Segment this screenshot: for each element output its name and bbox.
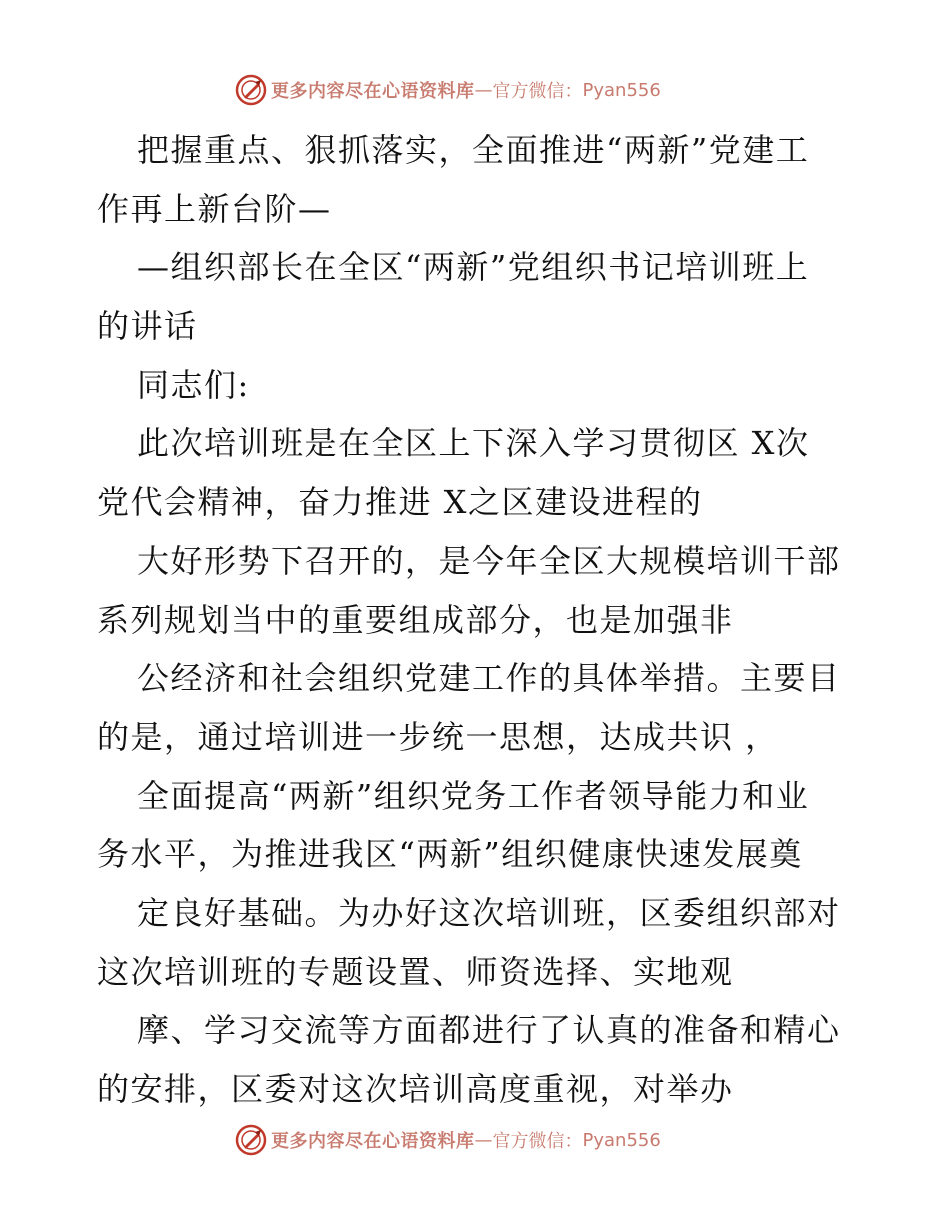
brand-logo-icon [235, 74, 267, 106]
paragraph-line: 系列规划当中的重要组成部分，也是加强非 [97, 600, 734, 639]
paragraph-line: 的安排，区委对这次培训高度重视，对举办 [97, 1070, 734, 1108]
title-line-1: 把握重点、狠抓落实，全面推进“两新”党建工 [137, 131, 810, 169]
banner-wechat-label: 官方微信： [492, 1131, 583, 1152]
header-watermark-banner [235, 73, 661, 107]
subtitle-line-1: —组织部长在全区“两新”党组织书记培训班上 [137, 248, 810, 287]
paragraph-line: 此次培训班是在全区上下深入学习贯彻区 X次 [137, 424, 810, 463]
paragraph-line: 摩、学习交流等方面都进行了认真的准备和精心 [137, 1011, 841, 1050]
paragraph-line: 全面提高“两新”组织党务工作者领导能力和业 [137, 776, 810, 815]
banner-wechat-account: Pyan556 [582, 79, 661, 101]
paragraph-line: 公经济和社会组织党建工作的具体举措。主要目 [137, 659, 841, 698]
banner-brand-text: 更多内容尽在心语资料库 [271, 81, 475, 102]
paragraph-line: 定良好基础。为办好这次培训班，区委组织部对 [137, 893, 841, 932]
paragraph-line: 的是，通过培训进一步统一思想，达成共识 ， [97, 717, 779, 756]
paragraph-line: 党代会精神，奋力推进 X之区建设进程的 [97, 483, 703, 522]
banner-dash: — [474, 79, 493, 101]
salutation: 同志们: [137, 365, 250, 404]
paragraph-line: 大好形势下召开的，是今年全区大规模培训干部 [137, 541, 841, 580]
banner-wechat-account: Pyan556 [582, 1129, 661, 1151]
paragraph-line: 这次培训班的专题设置、师资选择、实地观 [97, 952, 734, 991]
title-line-2: 作再上新台阶— [97, 189, 332, 228]
paragraph-line: 务水平，为推进我区“两新”组织健康快速发展奠 [97, 835, 803, 874]
banner-dash: — [474, 1129, 493, 1151]
document-body [97, 121, 857, 1119]
banner-wechat-label: 官方微信： [492, 81, 583, 102]
banner-brand-text: 更多内容尽在心语资料库 [271, 1131, 475, 1152]
brand-logo-icon [235, 1124, 267, 1156]
subtitle-line-2: 的讲话 [97, 307, 198, 346]
footer-watermark-banner [235, 1123, 661, 1157]
